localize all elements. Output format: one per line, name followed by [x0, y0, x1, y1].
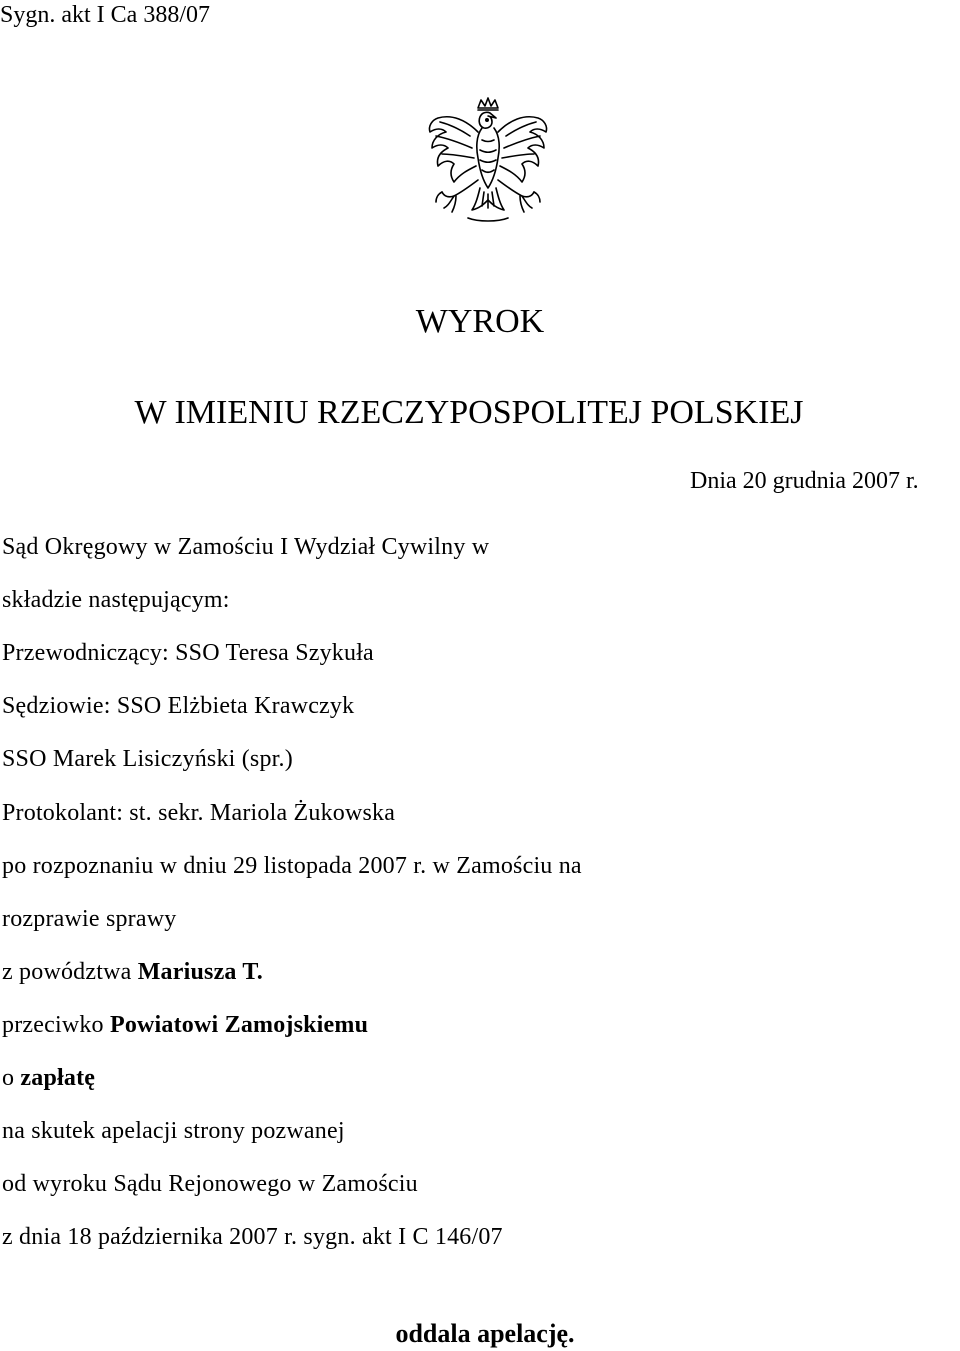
defendant-name: Powiatowi Zamojskiemu — [109, 1012, 369, 1038]
chair-line: Przewodniczący: SSO Teresa Szykuła — [2, 640, 374, 666]
court-line-1: Sąd Okręgowy w Zamościu I Wydział Cywilny w — [2, 534, 490, 560]
polish-eagle-emblem-icon — [418, 96, 558, 236]
court-line-2: składzie następującym: — [2, 587, 230, 613]
document-title: WYROK — [415, 303, 545, 340]
appeal-line-2: od wyroku Sądu Rejonowego w Zamościu — [2, 1171, 418, 1197]
appeal-line-3: z dnia 18 października 2007 r. sygn. akt I C 146/07 — [2, 1224, 503, 1250]
judges-line: Sędziowie: SSO Elżbieta Krawczyk — [2, 693, 355, 719]
judge2-line: SSO Marek Lisiczyński (spr.) — [2, 746, 293, 772]
ruling-text: oddala apelację. — [395, 1319, 575, 1348]
claim-line — [2, 957, 263, 987]
hearing-line-1: po rozpoznaniu w dniu 29 listopada 2007 r. w Zamościu na — [2, 853, 582, 879]
subject-line — [2, 1063, 95, 1093]
against-line — [2, 1010, 368, 1040]
claim-prefix: z powództwa — [2, 959, 138, 985]
claimant-name: Mariusza T. — [137, 959, 264, 985]
document-subtitle: W IMIENIU RZECZYPOSPOLITEJ POLSKIEJ — [134, 394, 804, 431]
hearing-line-2: rozprawie sprawy — [2, 906, 177, 932]
subject-value: zapłatę — [20, 1065, 96, 1091]
case-signature: Sygn. akt I Ca 388/07 — [0, 2, 210, 28]
clerk-line: Protokolant: st. sekr. Mariola Żukowska — [2, 800, 396, 826]
appeal-line-1: na skutek apelacji strony pozwanej — [2, 1118, 345, 1144]
judgment-date: Dnia 20 grudnia 2007 r. — [690, 468, 919, 494]
against-prefix: przeciwko — [2, 1012, 110, 1038]
subject-prefix: o — [2, 1065, 21, 1091]
